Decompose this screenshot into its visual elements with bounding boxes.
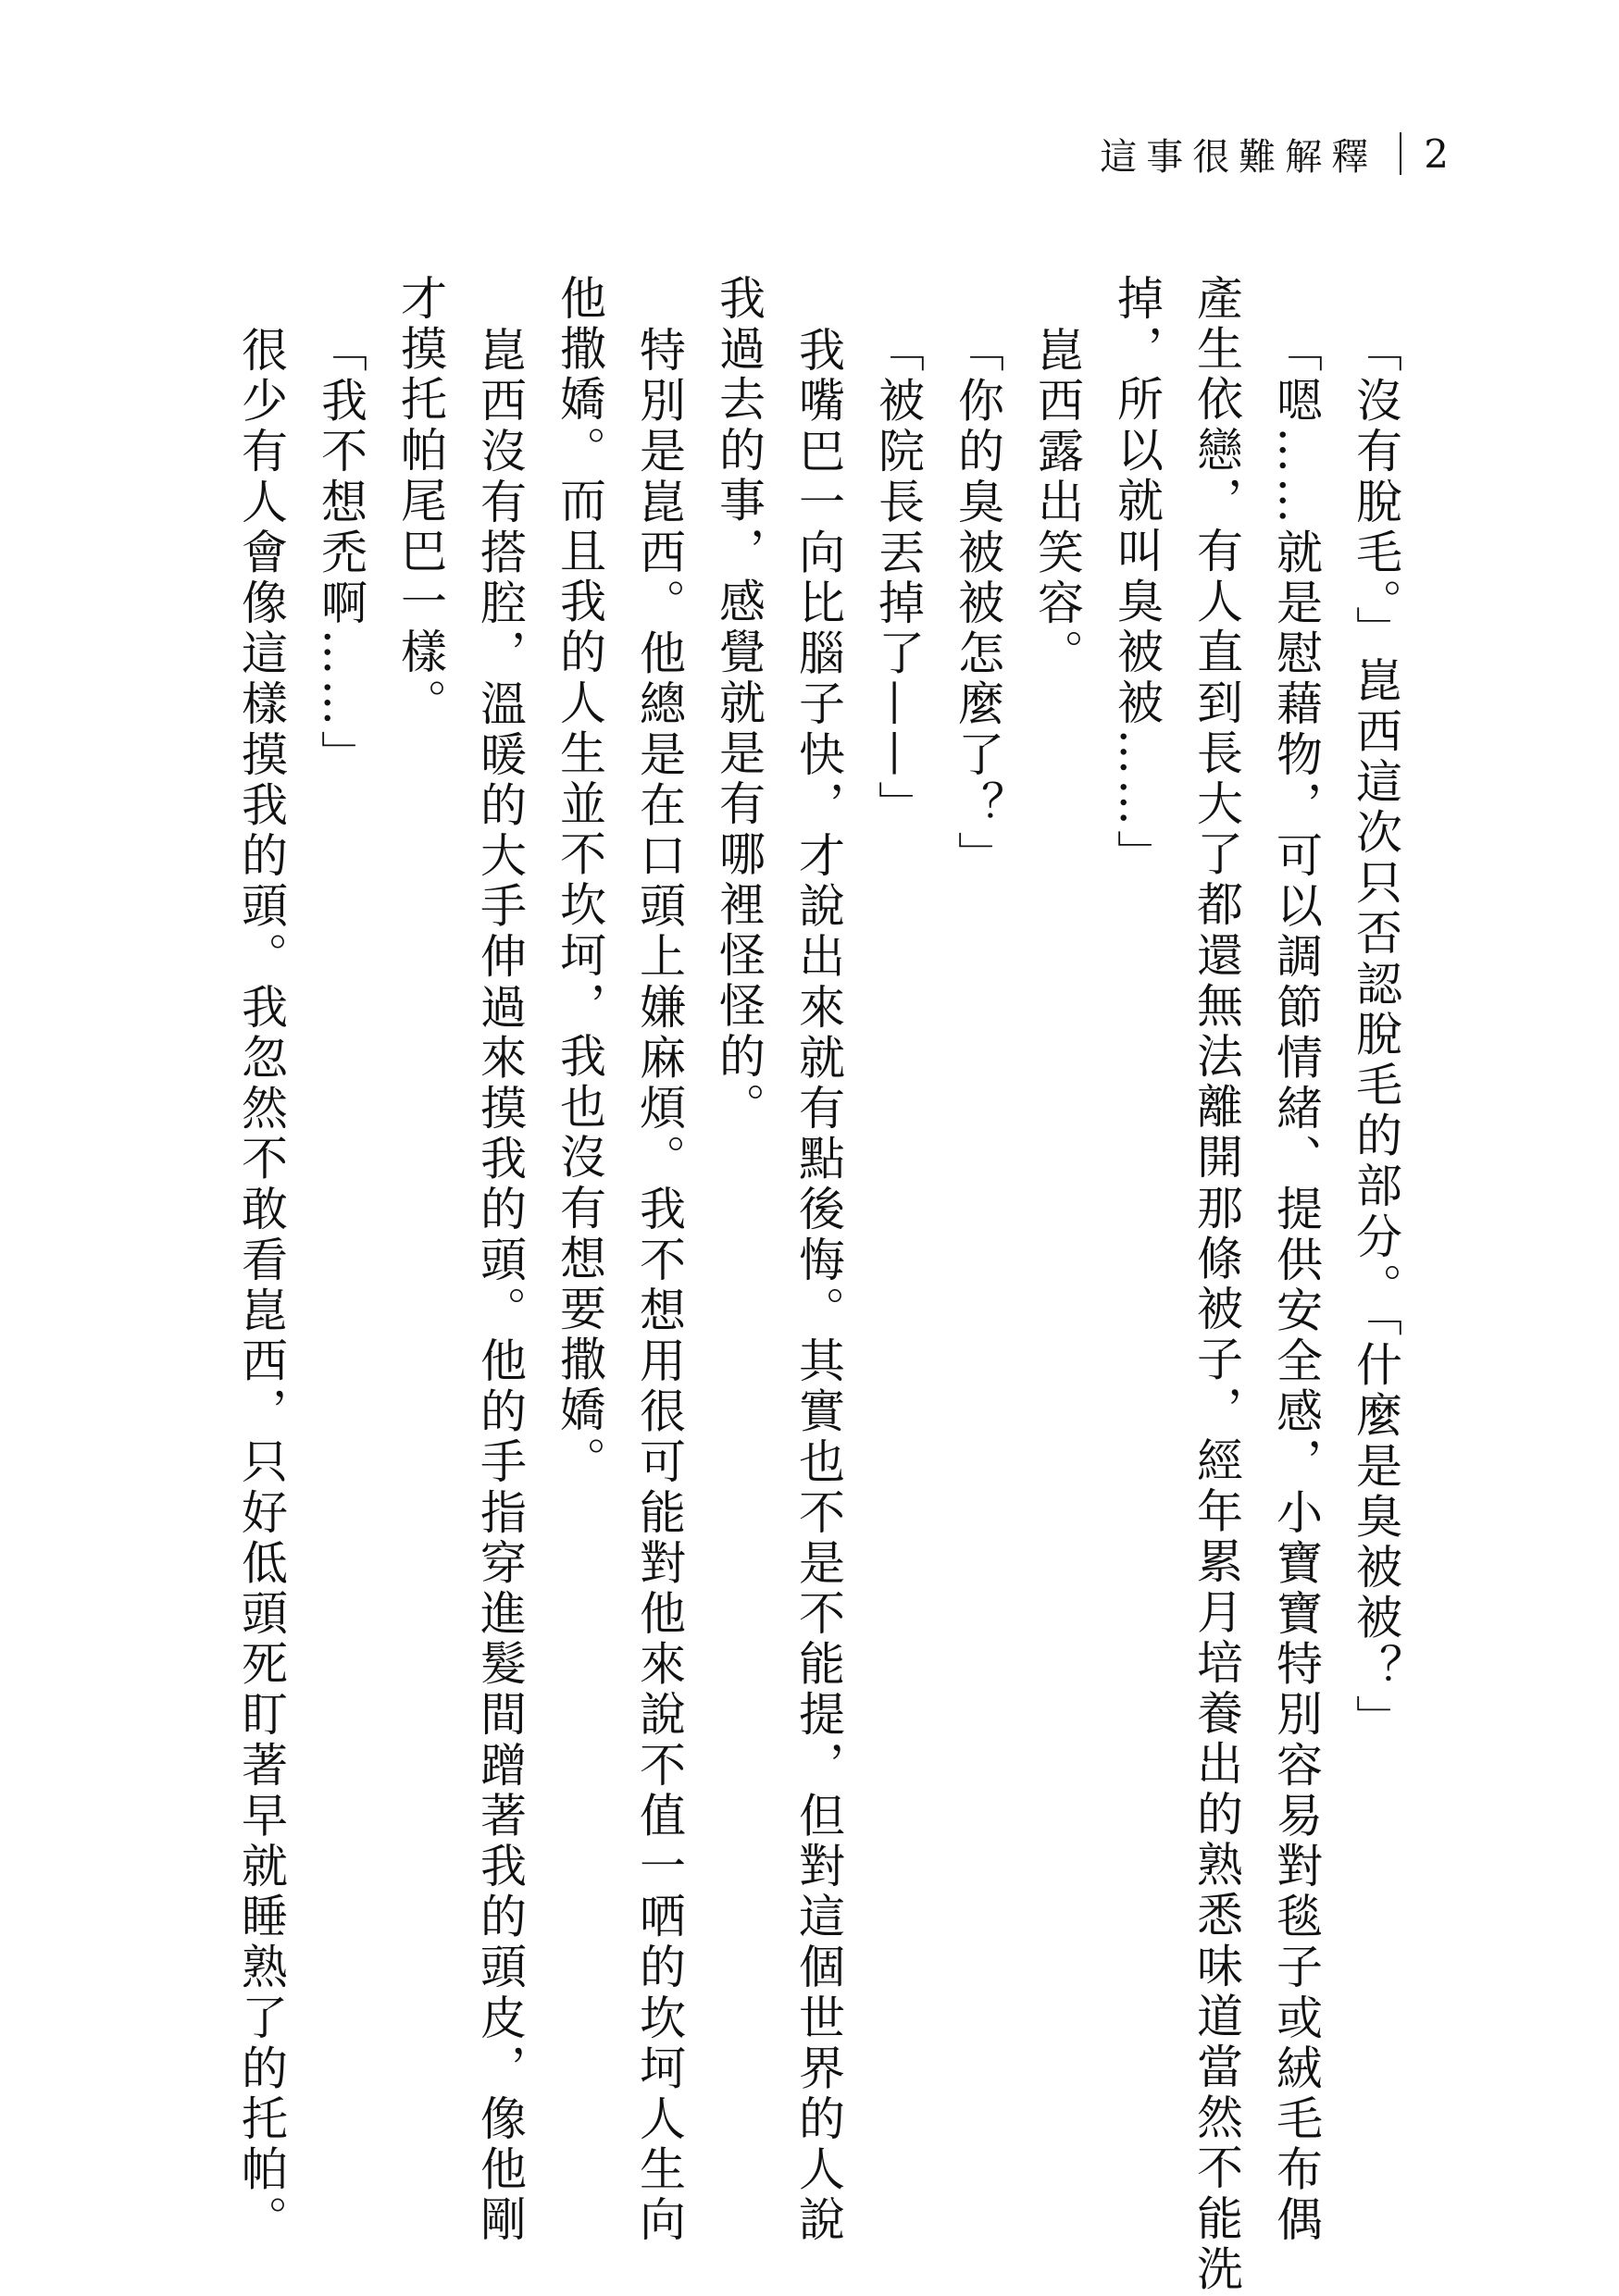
text-column: 「嗯……就是慰藉物，可以調節情緒、提供安全感，小寶寶特別容易對毯子或絨毛布偶 — [1269, 326, 1323, 2246]
running-header — [1100, 126, 1449, 181]
text-column: 我過去的事，感覺就是有哪裡怪怪的。 — [712, 274, 766, 1134]
chapter-title: 這事很難解釋 — [1100, 135, 1378, 179]
text-column: 很少有人會像這樣摸我的頭。我忽然不敢看崑西，只好低頭死盯著早就睡熟了的托帕。 — [234, 326, 288, 2246]
text-column: 「我不想禿啊……」 — [314, 326, 367, 781]
text-column: 「被院長丟掉了——」 — [871, 326, 925, 831]
text-column: 我嘴巴一向比腦子快，才說出來就有點後悔。其實也不是不能提，但對這個世界的人說 — [791, 326, 845, 2246]
page-number: 2 — [1424, 130, 1449, 177]
text-column: 他撒嬌。而且我的人生並不坎坷，我也沒有想要撒嬌。 — [553, 274, 606, 1487]
header-divider — [1400, 132, 1401, 175]
body-text — [175, 274, 1415, 2295]
text-column: 「沒有脫毛。」崑西這次只否認脫毛的部分。「什麼是臭被被？」 — [1349, 326, 1402, 1745]
text-column: 才摸托帕尾巴一樣。 — [393, 274, 447, 729]
text-column: 崑西露出笑容。 — [1030, 326, 1084, 680]
text-column: 掉，所以就叫臭被被……」 — [1110, 274, 1164, 881]
text-column: 「你的臭被被怎麼了？」 — [951, 326, 1004, 882]
text-column: 產生依戀，有人直到長大了都還無法離開那條被子，經年累月培養出的熟悉味道當然不能洗 — [1189, 274, 1243, 2295]
text-column: 崑西沒有搭腔，溫暖的大手伸過來摸我的頭。他的手指穿進髮間蹭著我的頭皮，像他剛 — [473, 326, 527, 2246]
text-column: 特別是崑西。他總是在口頭上嫌麻煩。我不想用很可能對他來說不值一哂的坎坷人生向 — [632, 326, 686, 2246]
